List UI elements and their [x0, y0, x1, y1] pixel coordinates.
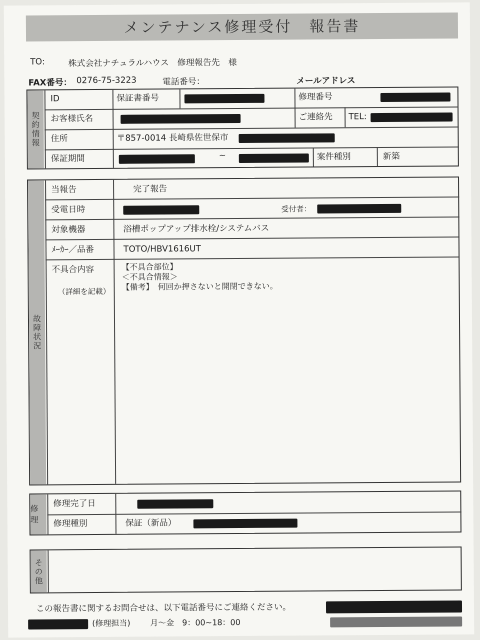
redacted-received-datetime [123, 205, 199, 215]
case-type-value: 新築 [382, 151, 400, 162]
email-label: メールアドレス [296, 76, 356, 87]
other-side-label: その他 [31, 550, 47, 592]
other-box [30, 546, 462, 593]
address-value: 〒857-0014 長崎県佐世保市 [116, 133, 229, 144]
tel-label: 電話番号： [162, 77, 205, 88]
to-label: TO: [30, 57, 45, 68]
redacted-repair-detail [193, 519, 297, 529]
repair-no-label: 修理番号 [298, 92, 333, 103]
contact-tel-label: TEL: [348, 112, 367, 123]
address-label: 住所 [50, 134, 68, 145]
warranty-period-label: 保証期間 [50, 154, 85, 165]
case-type-label: 案件種別 [316, 152, 351, 163]
redacted-footer-phone [326, 600, 462, 613]
report-page [4, 2, 474, 637]
redacted-warranty-no [184, 94, 264, 104]
redacted-footer-dept [28, 619, 88, 629]
repair-type-label: 修理種別 [53, 519, 88, 530]
equipment-value: 浴槽ポップアップ排水栓/システムバス [123, 223, 270, 235]
warranty-no-label: 保証書番号 [116, 93, 160, 104]
footer-dept: (修理担当) [92, 618, 131, 629]
warranty-tilde: ~ [218, 151, 227, 162]
repair-type-value: 保証（新品） [125, 518, 177, 529]
contact-label: ご連絡先 [298, 112, 333, 123]
customer-label: お客様氏名 [50, 114, 94, 125]
fault-side-label: 故障状況 [28, 180, 46, 484]
redacted-warranty-end [239, 154, 309, 163]
detail-line-1: 【不具合部位】 [121, 262, 178, 272]
redacted-repair-no [380, 93, 450, 102]
redacted-customer-name [121, 114, 241, 124]
redacted-warranty-start [119, 154, 195, 164]
redacted-address [239, 133, 335, 143]
col-divider [345, 107, 346, 127]
contract-side-label: 契約情報 [27, 90, 44, 168]
redacted-repair-date [137, 499, 213, 509]
detail-label: 不具合内容 [51, 265, 95, 276]
report-value: 完了報告 [133, 184, 168, 195]
repair-side-label: 修理 [30, 494, 46, 534]
report-label: 当報告 [51, 185, 77, 196]
footer-hours: 月～金 9：00~18：00 [150, 617, 241, 628]
detail-sub-label: （詳細を記載） [57, 286, 111, 297]
redacted-tel [371, 113, 453, 123]
received-label: 受電日時 [51, 205, 86, 216]
receiver-label: 受付者： [281, 204, 312, 214]
report-title: メンテナンス修理受付 報告書 [26, 12, 458, 41]
redacted-receiver [317, 204, 401, 214]
col-divider [179, 89, 180, 108]
id-label: ID [50, 94, 60, 105]
col-divider [313, 147, 314, 166]
detail-line-2: ＜不具合情報＞ [121, 272, 178, 282]
maker-label: ﾒｰｶｰ／品番 [51, 245, 95, 256]
equipment-label: 対象機器 [51, 225, 86, 236]
maker-value: TOTO/HBV1616UT [123, 244, 201, 255]
fax-label: FAX番号： [28, 78, 72, 89]
repair-done-label: 修理完了日 [53, 499, 96, 510]
redacted-footer-right [330, 616, 462, 627]
footer-inquiry: この報告書に関するお問合せは、以下電話番号にご連絡ください。 [35, 602, 292, 615]
fax-number: 0276-75-3223 [76, 75, 137, 87]
col-divider [377, 147, 378, 166]
detail-line-3: 【備考】 何回か押さないと開閉できない。 [121, 281, 278, 292]
to-company: 株式会社ナチュラルハウス 修理報告先 様 [68, 58, 237, 70]
